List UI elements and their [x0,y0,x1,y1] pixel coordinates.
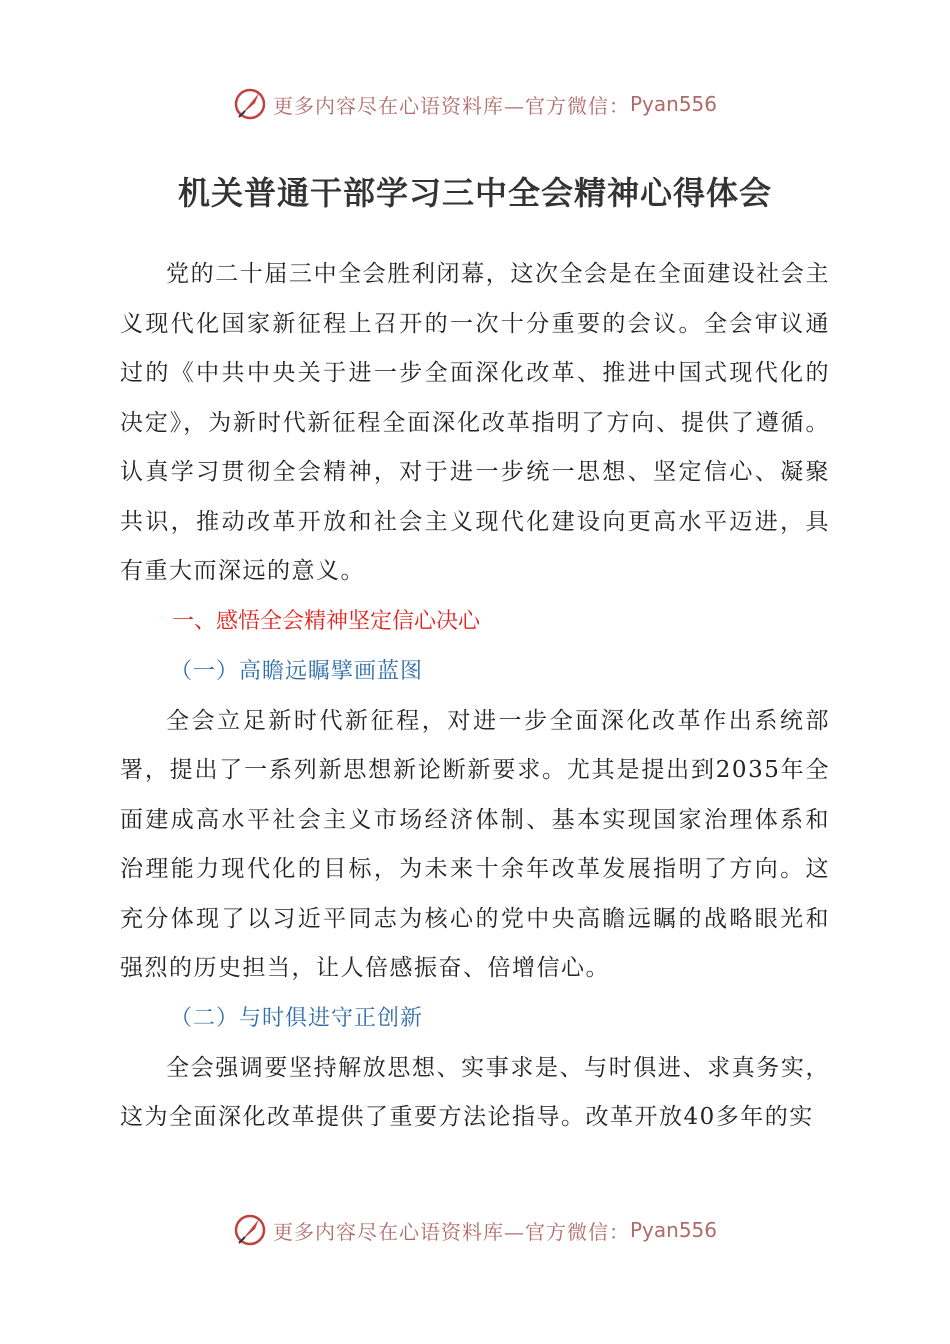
section-heading-1: 一、感悟全会精神坚定信心决心 [172,608,481,634]
quill-logo-icon [233,87,267,121]
banner-text: 更多内容尽在心语资料库—官方微信： [272,1219,630,1244]
document-title: 机关普通干部学习三中全会精神心得体会 [177,174,772,212]
subsection-heading-2: （二）与时俱进守正创新 [170,1005,424,1031]
quill-logo-icon [233,1213,267,1247]
banner-wechat-id: Pyan556 [629,1218,717,1242]
banner-text: 更多内容尽在心语资料库—官方微信： [272,93,630,118]
paragraph-body-2: 全会强调要坚持解放思想、实事求是、与时俱进、求真务实，这为全面深化改革提供了重要方法论指导。改革开放40多年的实 [120,1054,830,1130]
header-banner [0,84,950,124]
banner-wechat-id: Pyan556 [629,92,717,116]
document-body [120,250,830,1143]
footer-banner [0,1210,950,1250]
paragraph-intro: 党的二十届三中全会胜利闭幕，这次全会是在全面建设社会主义现代化国家新征程上召开的一次十分重要的会议。全会审议通过的《中共中央关于进一步全面深化改革、推进中国式现代化的决定》，为新时代新征程全面深化改革指明了方向、提供了遵循。认真学习贯彻全会精神，对于进一步统一思想、坚定信心、凝聚共识，推动改革开放和社会主义现代化建设向更高水平迈进，具有重大而深远的意义。 [120,261,830,584]
paragraph-body-1: 全会立足新时代新征程，对进一步全面深化改革作出系统部署，提出了一系列新思想新论断新要求。尤其是提出到2035年全面建成高水平社会主义市场经济体制、基本实现国家治理体系和治理能力现代化的目标，为未来十余年改革发展指明了方向。这充分体现了以习近平同志为核心的党中央高瞻远瞩的战略眼光和强烈的历史担当，让人倍感振奋、倍增信心。 [120,707,830,981]
subsection-heading-1: （一）高瞻远瞩擘画蓝图 [170,658,424,684]
